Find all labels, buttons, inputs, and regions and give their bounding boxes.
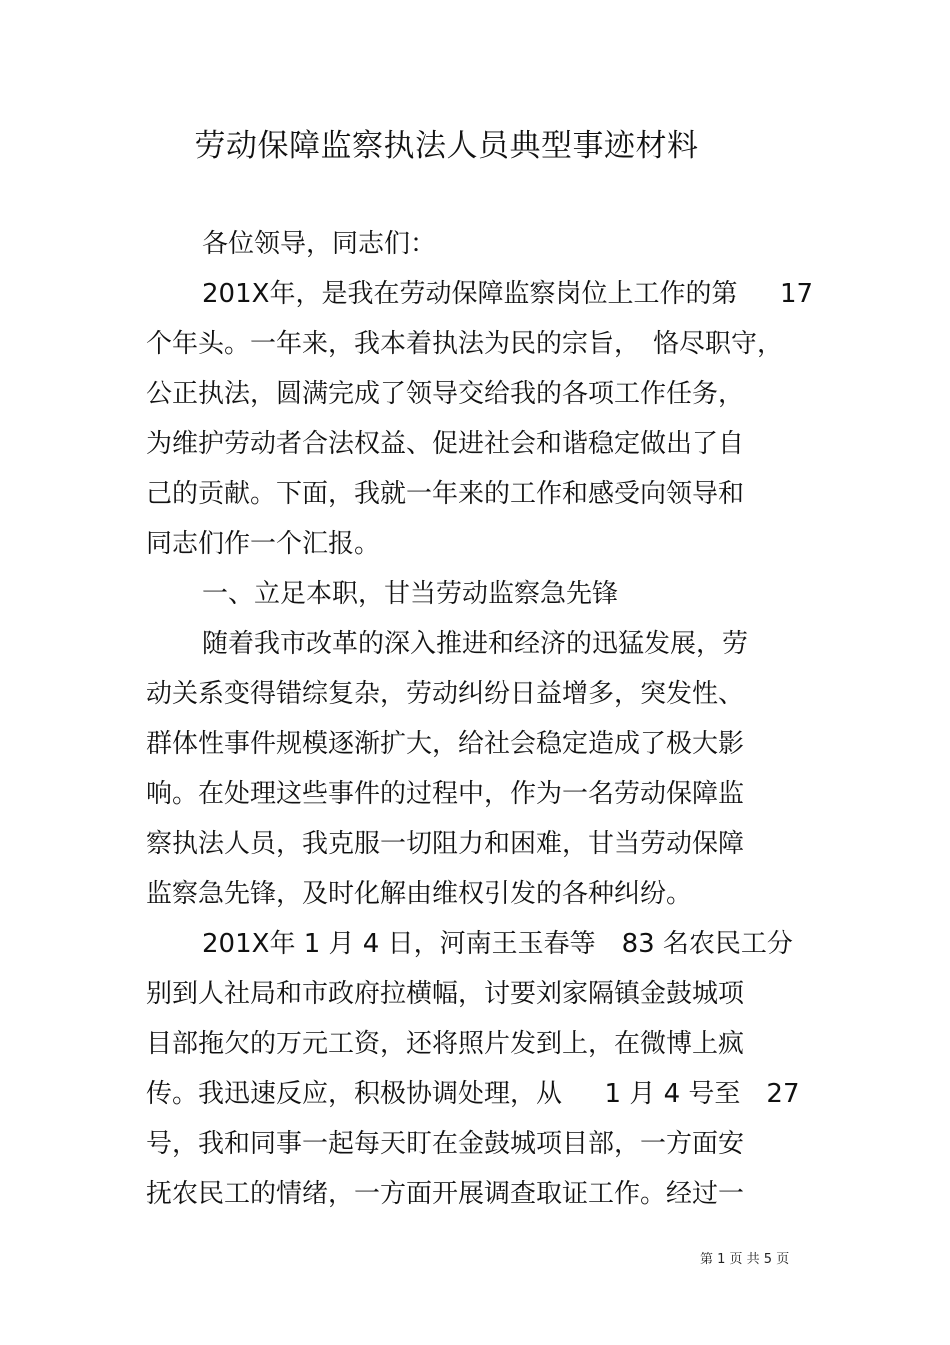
body-line: 各位领导，同志们： (202, 229, 437, 259)
document-title: 劳动保障监察执法人员典型事迹材料 (194, 128, 699, 164)
section-heading: 一、立足本职，甘当劳动监察急先锋 (202, 579, 619, 609)
body-line: 201X年，是我在劳动保障监察岗位上工作的第 17 (202, 279, 814, 309)
body-line: 传。我迅速反应，积极协调处理，从 1 月 4 号至 27 (146, 1079, 800, 1109)
body-line: 为维护劳动者合法权益、促进社会和谐稳定做出了自 (146, 429, 745, 459)
body-line: 目部拖欠的万元工资，还将照片发到上，在微博上疯 (146, 1029, 745, 1059)
body-line: 群体性事件规模逐渐扩大，给社会稳定造成了极大影 (146, 729, 745, 759)
body-line: 个年头。一年来，我本着执法为民的宗旨， 恪尽职守， (146, 329, 784, 359)
body-line: 察执法人员，我克服一切阻力和困难，甘当劳动保障 (146, 829, 745, 859)
body-line: 201X年 1 月 4 日，河南王玉春等 83 名农民工分 (202, 929, 793, 959)
body-line: 动关系变得错综复杂，劳动纠纷日益增多，突发性、 (146, 679, 745, 709)
body-line: 己的贡献。下面，我就一年来的工作和感受向领导和 (146, 479, 745, 509)
body-line: 别到人社局和市政府拉横幅，讨要刘家隔镇金鼓城项 (146, 979, 745, 1009)
body-line: 监察急先锋，及时化解由维权引发的各种纠纷。 (146, 879, 693, 909)
body-line: 公正执法，圆满完成了领导交给我的各项工作任务， (146, 379, 745, 409)
body-line: 号，我和同事一起每天盯在金鼓城项目部，一方面安 (146, 1129, 745, 1159)
body-line: 抚农民工的情绪，一方面开展调查取证工作。经过一 (146, 1179, 745, 1209)
body-line: 同志们作一个汇报。 (146, 529, 381, 559)
page-number-footer: 第 1 页 共 5 页 (700, 1252, 790, 1267)
body-line: 随着我市改革的深入推进和经济的迅猛发展，劳 (202, 629, 749, 659)
body-line: 响。在处理这些事件的过程中，作为一名劳动保障监 (146, 779, 745, 809)
